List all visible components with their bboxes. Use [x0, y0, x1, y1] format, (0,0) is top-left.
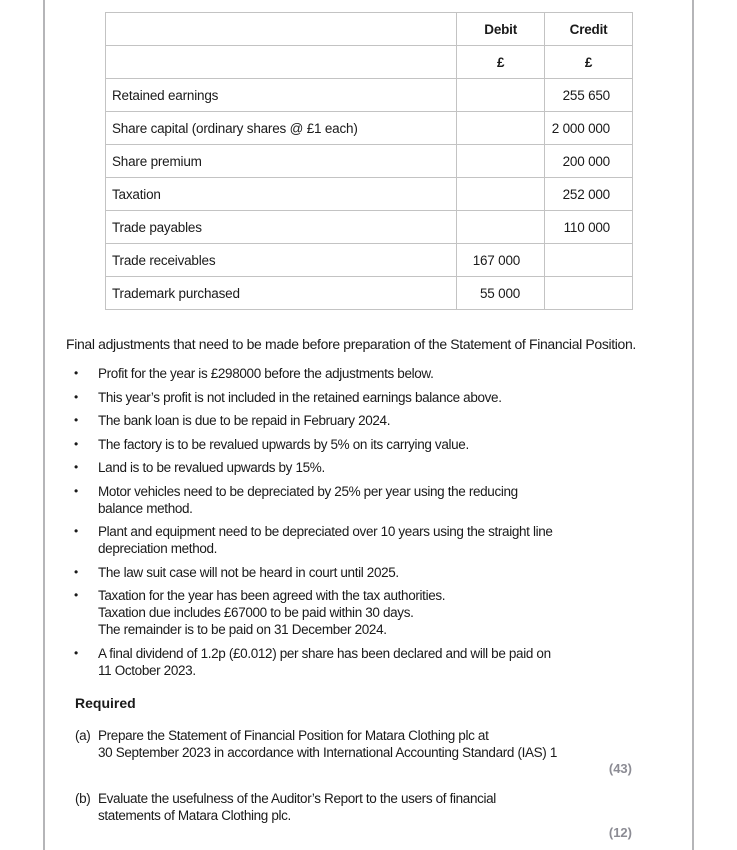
- list-item: [66, 483, 626, 517]
- row-credit: [545, 244, 633, 277]
- row-label: Taxation: [106, 178, 457, 211]
- row-credit: 200 000: [545, 145, 633, 178]
- item-text: 11 October 2023.: [98, 662, 196, 678]
- row-credit: 255 650: [545, 79, 633, 112]
- question-line: 30 September 2023 in accordance with International Accounting Standard (IAS) 1: [98, 745, 558, 760]
- header-credit: Credit: [545, 13, 633, 46]
- question-line: Prepare the Statement of Financial Position for Matara Clothing plc at: [98, 728, 489, 743]
- unit-label-cell: [106, 46, 457, 79]
- item-text: Plant and equipment need to be depreciated over 10 years using the straight line: [98, 524, 553, 539]
- item-text: Motor vehicles need to be depreciated by 25% per year using the reducing: [98, 483, 518, 499]
- list-item: [66, 459, 626, 476]
- table-row: [106, 178, 633, 211]
- table-row: [106, 244, 633, 277]
- item-text: balance method.: [98, 500, 193, 516]
- row-debit: 167 000: [457, 244, 545, 277]
- marks-b: (12): [608, 825, 632, 840]
- table-row: [106, 112, 633, 145]
- row-label: Retained earnings: [106, 79, 457, 112]
- item-text: Taxation for the year has been agreed with the tax authorities.: [98, 588, 446, 603]
- table-unit-row: [106, 46, 633, 79]
- row-credit: [545, 277, 633, 310]
- bullet-icon: •: [74, 436, 78, 451]
- question-a: [75, 727, 635, 761]
- bullet-icon: •: [74, 460, 78, 474]
- item-text: The bank loan is due to be repaid in February 2024.: [98, 413, 391, 428]
- list-item: [66, 436, 626, 453]
- question-line: statements of Matara Clothing plc.: [98, 808, 291, 823]
- item-text: This year’s profit is not included in the retained earnings balance above.: [98, 389, 502, 405]
- question-label: (a): [75, 728, 91, 743]
- list-item: [66, 365, 626, 382]
- unit-credit: £: [545, 46, 633, 79]
- row-credit: 2 000 000: [545, 112, 633, 145]
- row-debit: 55 000: [457, 277, 545, 310]
- item-text: Taxation due includes £67000 to be paid within 30 days.: [98, 605, 414, 620]
- question-text: [98, 790, 635, 824]
- row-debit: [457, 145, 545, 178]
- adjustments-list: [66, 365, 626, 685]
- bullet-icon: •: [74, 483, 78, 498]
- item-text: depreciation method.: [98, 541, 218, 556]
- list-item: [66, 645, 626, 679]
- item-text: The law suit case will not be heard in court until 2025.: [98, 564, 399, 580]
- bullet-icon: •: [74, 564, 78, 579]
- row-debit: [457, 178, 545, 211]
- row-label: Trade receivables: [106, 244, 457, 277]
- trial-balance-table: [105, 12, 633, 310]
- bullet-icon: •: [74, 366, 78, 380]
- table-header-row: [106, 13, 633, 46]
- bullet-icon: •: [74, 645, 78, 660]
- list-item: [66, 564, 626, 581]
- header-debit: Debit: [457, 13, 545, 46]
- bullet-icon: •: [74, 588, 78, 602]
- row-debit: [457, 79, 545, 112]
- table-row: [106, 145, 633, 178]
- item-text: Land is to be revalued upwards by 15%.: [98, 460, 325, 475]
- row-label: Trade payables: [106, 211, 457, 244]
- unit-debit: £: [457, 46, 545, 79]
- adjustments-intro: Final adjustments that need to be made before preparation of the Statement of Financial Position.: [66, 336, 636, 352]
- table-row: [106, 211, 633, 244]
- row-credit: 110 000: [545, 211, 633, 244]
- question-b: [75, 790, 635, 824]
- table-row: [106, 79, 633, 112]
- question-text: [98, 727, 635, 761]
- item-text: Profit for the year is £298000 before the adjustments below.: [98, 366, 434, 381]
- list-item: [66, 389, 626, 406]
- list-item: [66, 412, 626, 429]
- row-debit: [457, 211, 545, 244]
- row-label: Share capital (ordinary shares @ £1 each): [106, 112, 457, 145]
- list-item: [66, 523, 626, 557]
- item-text: The remainder is to be paid on 31 December 2024.: [98, 622, 387, 637]
- required-heading: Required: [75, 695, 136, 711]
- question-label: (b): [75, 791, 91, 806]
- row-label: Share premium: [106, 145, 457, 178]
- table-row: [106, 277, 633, 310]
- row-debit: [457, 112, 545, 145]
- question-line: Evaluate the usefulness of the Auditor’s Report to the users of financial: [98, 791, 496, 806]
- item-text: The factory is to be revalued upwards by 5% on its carrying value.: [98, 436, 469, 452]
- list-item: [66, 587, 626, 638]
- bullet-icon: •: [74, 413, 78, 427]
- row-credit: 252 000: [545, 178, 633, 211]
- row-label: Trademark purchased: [106, 277, 457, 310]
- item-text: A final dividend of 1.2p (£0.012) per share has been declared and will be paid on: [98, 645, 551, 661]
- header-label-cell: [106, 13, 457, 46]
- marks-a: (43): [608, 761, 632, 776]
- bullet-icon: •: [74, 389, 78, 404]
- bullet-icon: •: [74, 524, 78, 538]
